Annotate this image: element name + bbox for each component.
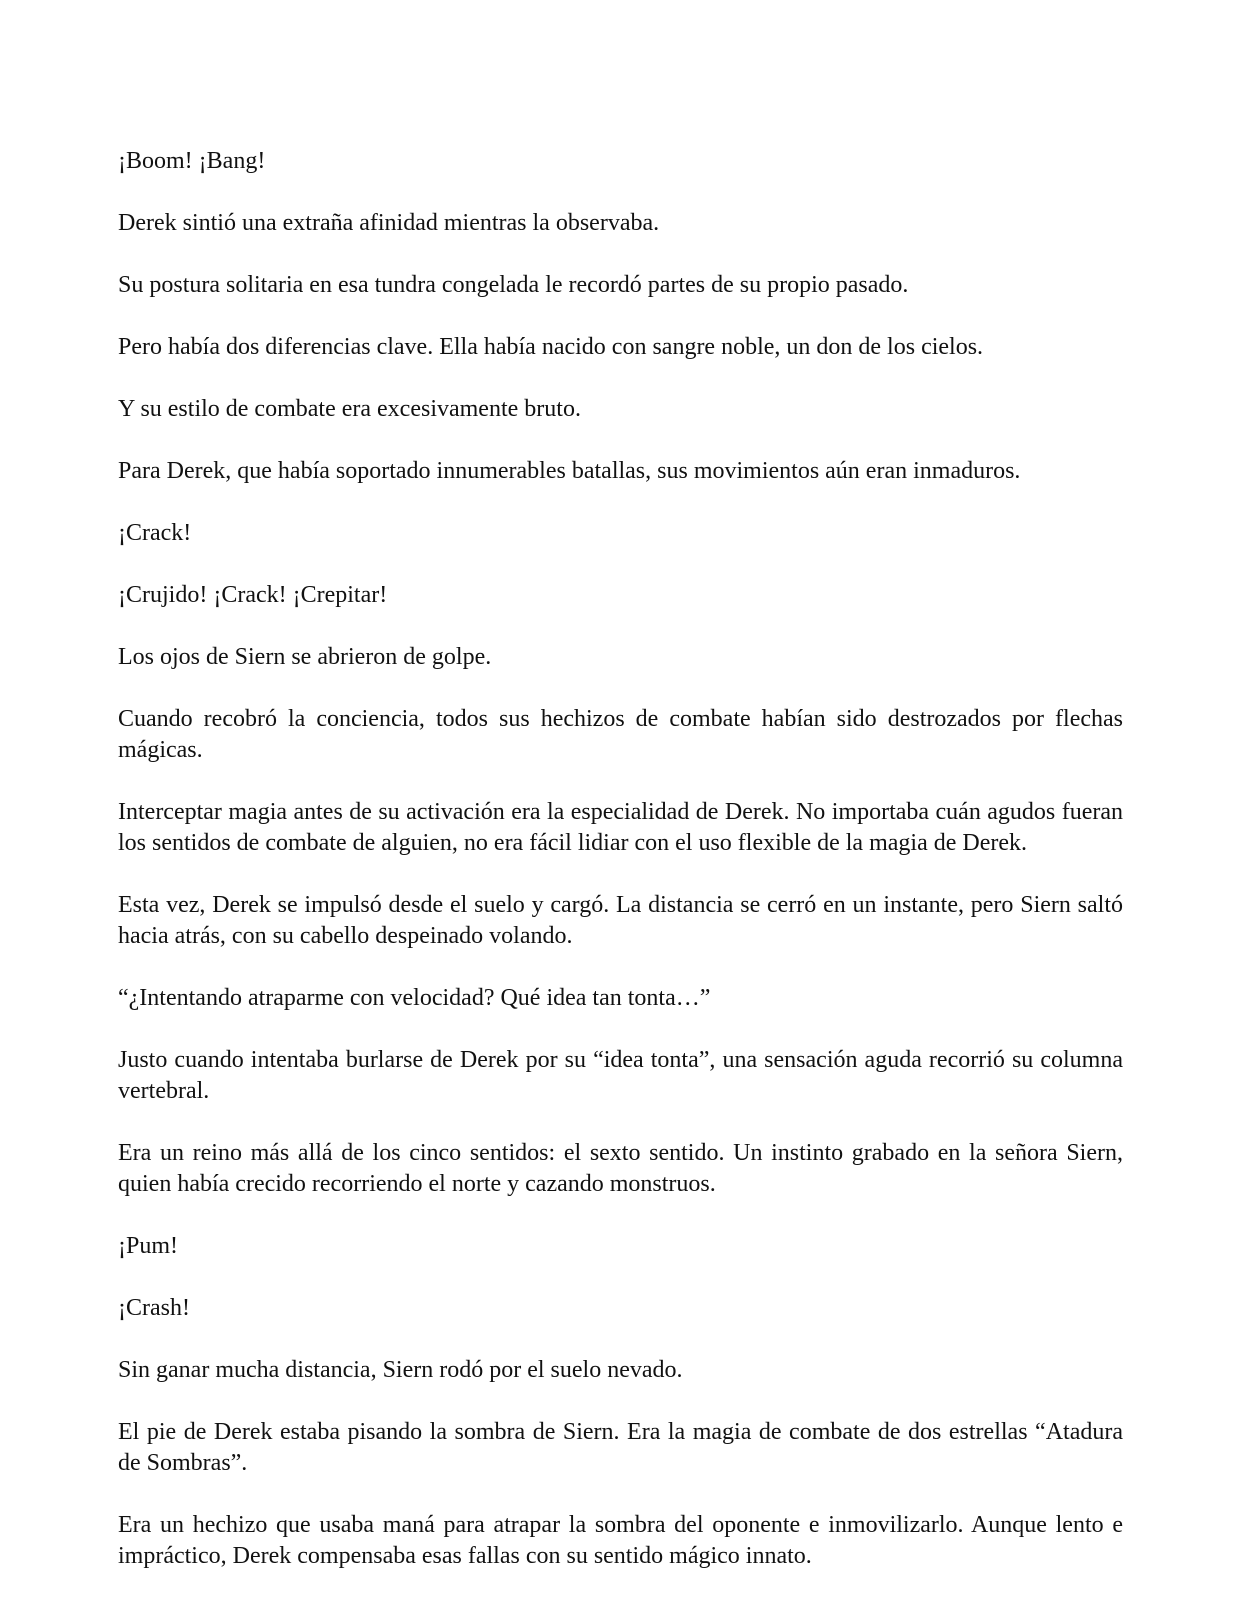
paragraph: Derek sintió una extraña afinidad mientras la observaba. [118, 210, 660, 236]
paragraph: Para Derek, que había soportado innumerables batallas, sus movimientos aún eran inmaduros. [118, 458, 1021, 484]
paragraph: ¡Crujido! ¡Crack! ¡Crepitar! [118, 582, 388, 608]
paragraph: ¡Boom! ¡Bang! [118, 148, 266, 174]
paragraph: Pero había dos diferencias clave. Ella había nacido con sangre noble, un don de los cielos. [118, 334, 984, 360]
paragraph: “¿Intentando atraparme con velocidad? Qué idea tan tonta…” [118, 985, 711, 1011]
paragraph: Era un hechizo que usaba maná para atrapar la sombra del oponente e inmovilizarlo. Aunque lento e impráctico, Derek compensaba esas fallas con su sentido mágico innato. [118, 1512, 1123, 1569]
paragraph: Y su estilo de combate era excesivamente bruto. [118, 396, 581, 422]
paragraph: ¡Crack! [118, 520, 192, 546]
paragraph: Los ojos de Siern se abrieron de golpe. [118, 644, 492, 670]
paragraph: Justo cuando intentaba burlarse de Derek por su “idea tonta”, una sensación aguda recorrió su columna vertebral. [118, 1047, 1123, 1104]
paragraph: ¡Crash! [118, 1295, 190, 1321]
paragraph: Esta vez, Derek se impulsó desde el suelo y cargó. La distancia se cerró en un instante, pero Siern saltó hacia atrás, con su cabello despeinado volando. [118, 892, 1123, 949]
body-text [118, 146, 1123, 1603]
paragraph: El pie de Derek estaba pisando la sombra de Siern. Era la magia de combate de dos estrellas “Atadura de Sombras”. [118, 1419, 1123, 1476]
paragraph: Sin ganar mucha distancia, Siern rodó por el suelo nevado. [118, 1357, 683, 1383]
paragraph: Interceptar magia antes de su activación era la especialidad de Derek. No importaba cuán agudos fueran los sentidos de combate de alguien, no era fácil lidiar con el uso flexible de la magia de Derek. [118, 799, 1123, 856]
paragraph: Cuando recobró la conciencia, todos sus hechizos de combate habían sido destrozados por flechas mágicas. [118, 706, 1123, 763]
paragraph: Era un reino más allá de los cinco sentidos: el sexto sentido. Un instinto grabado en la señora Siern, quien había crecido recorriendo el norte y cazando monstruos. [118, 1140, 1123, 1197]
paragraph: ¡Pum! [118, 1233, 178, 1259]
paragraph: Su postura solitaria en esa tundra congelada le recordó partes de su propio pasado. [118, 272, 909, 298]
